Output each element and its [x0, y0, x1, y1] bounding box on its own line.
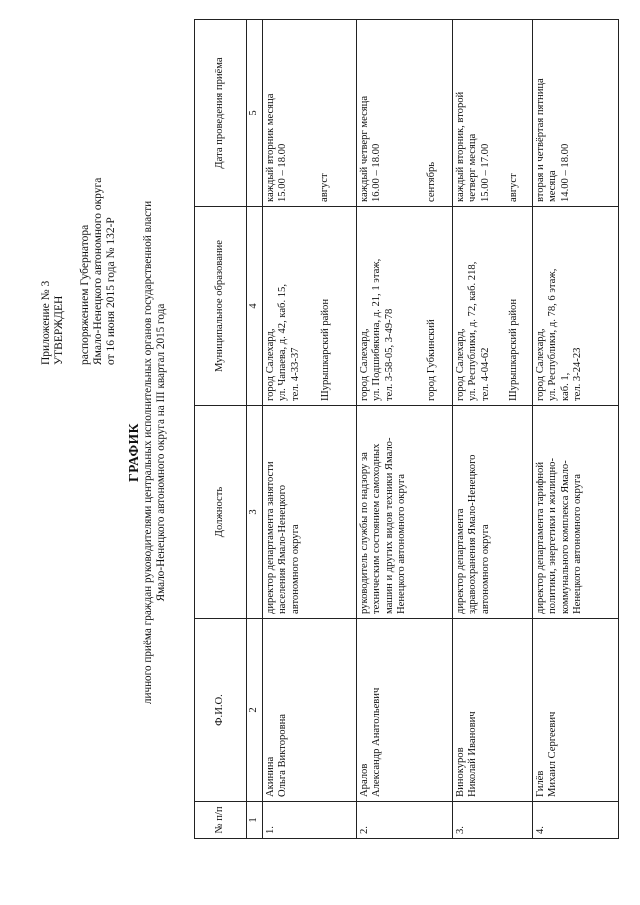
table-row — [356, 20, 452, 839]
municipality-line: тел. 3-24-23 — [572, 347, 583, 401]
name-line: Гилёв — [534, 770, 546, 797]
municipality-district: город Губкинский — [426, 319, 437, 401]
date-line: 16.00 – 18.00 — [371, 143, 382, 202]
row-position — [532, 406, 618, 619]
table-header-row — [195, 20, 247, 839]
date-line: каждый вторник месяца — [264, 93, 276, 202]
header-line: Ямало-Ненецкого автономного округа — [92, 177, 104, 365]
row-num: 4. — [532, 802, 618, 839]
header-line: УТВЕРЖДЕН — [53, 295, 65, 365]
schedule-table — [194, 19, 619, 839]
name-line: Николай Иванович — [467, 711, 478, 797]
row-date — [452, 20, 532, 207]
position-line: политики, энергетики и жилищно- — [547, 458, 558, 614]
date-line: каждый четверг месяца — [358, 95, 370, 202]
date-line: месяца — [547, 170, 558, 202]
position-line: здравоохранения Ямало-Ненецкого — [467, 454, 478, 614]
document-title — [126, 0, 168, 905]
row-municipality — [262, 207, 356, 406]
name-line: Акинина — [264, 756, 276, 797]
municipality-line: ул. Республики, д. 78, 6 этаж, — [547, 268, 558, 401]
row-name — [356, 619, 452, 802]
municipality-line: ул. Подшибякина, д. 21, 1 этаж, — [371, 258, 382, 401]
municipality-district: Шурышкарский район — [320, 298, 331, 401]
municipality-line: город Салехард, — [454, 328, 466, 401]
header-line: распоряжением Губернатора — [79, 224, 91, 365]
row-municipality — [532, 207, 618, 406]
date-line: 15.00 – 18.00 — [277, 143, 288, 202]
date-line: четверг месяца — [467, 133, 478, 202]
municipality-line: ул. Республики, д. 72, каб. 218, — [467, 261, 478, 401]
row-name — [452, 619, 532, 802]
row-municipality — [452, 207, 532, 406]
date-month: август — [508, 173, 519, 202]
municipality-line: город Салехард, — [534, 328, 546, 401]
date-line: 15.00 – 17.00 — [479, 143, 491, 202]
municipality-line: каб. 1, — [559, 372, 571, 401]
position-line: населения Ямало-Ненецкого — [277, 484, 288, 614]
name-line: Аралов — [358, 763, 370, 797]
name-line: Михаил Сергеевич — [547, 711, 558, 797]
row-date — [356, 20, 452, 207]
row-municipality — [356, 207, 452, 406]
position-line: коммунального комплекса Ямало- — [559, 460, 571, 614]
name-line: Винокуров — [454, 747, 466, 797]
header-line — [66, 178, 79, 365]
municipality-line: тел. 3-58-05, 3-49-78 — [383, 308, 395, 401]
position-line: директор департамента занятости — [264, 461, 276, 614]
row-num: 1. — [262, 802, 356, 839]
municipality-line: тел. 4-33-37 — [289, 347, 301, 401]
column-number: 1 — [247, 802, 263, 839]
row-name — [532, 619, 618, 802]
header-line: от 16 июня 2015 года № 132-Р — [105, 217, 117, 365]
column-header-name: Ф.И.О. — [195, 619, 247, 802]
table-row — [262, 20, 356, 839]
municipality-address — [265, 211, 303, 401]
row-position — [452, 406, 532, 619]
date-line: 14.00 – 18.00 — [559, 143, 571, 202]
position-line: директор департамента тарифной — [534, 462, 546, 614]
title-main: ГРАФИК — [126, 423, 141, 482]
date-month: сентябрь — [425, 161, 437, 202]
name-line: Александр Анатольевич — [371, 687, 382, 797]
municipality-line: тел. 4-04-62 — [479, 347, 491, 401]
date-month: август — [318, 173, 330, 202]
municipality-address — [455, 211, 493, 401]
column-number: 3 — [247, 406, 263, 619]
date-line: вторая и четвёртая пятница — [534, 78, 546, 202]
table-row — [532, 20, 618, 839]
column-header-date: Дата проведения приёма — [195, 20, 247, 207]
column-number-row — [247, 20, 263, 839]
position-line: Ненецкого автономного округа — [396, 474, 407, 614]
date-line: каждый вторник, второй — [454, 91, 466, 202]
table-row — [452, 20, 532, 839]
municipality-line: город Салехард, — [264, 328, 276, 401]
column-number: 4 — [247, 207, 263, 406]
municipality-line: город Салехард, — [358, 328, 370, 401]
municipality-address — [359, 211, 397, 401]
approval-header — [40, 178, 118, 365]
column-header-position: Должность — [195, 406, 247, 619]
column-number: 2 — [247, 619, 263, 802]
position-line: техническим состоянием самоходных — [371, 443, 382, 614]
municipality-line: ул. Чапаева, д. 42, каб. 15, — [277, 284, 288, 401]
name-line: Ольга Викторовна — [277, 714, 288, 797]
column-header-municipality: Муниципальное образование — [195, 207, 247, 406]
position-line: директор департамента — [454, 508, 466, 614]
row-num: 3. — [452, 802, 532, 839]
row-position — [356, 406, 452, 619]
municipality-district: Шурышкарский район — [508, 298, 519, 401]
row-num: 2. — [356, 802, 452, 839]
row-name — [262, 619, 356, 802]
row-position — [262, 406, 356, 619]
title-sub-line: Ямало-Ненецкого автономного округа на III квартал 2015 года — [155, 303, 167, 602]
column-number: 5 — [247, 20, 263, 207]
position-line: автономного округа — [479, 524, 491, 614]
row-date — [262, 20, 356, 207]
title-sub-line: личного приёма граждан руководителями центральных исполнительных органов государственной власти — [142, 200, 154, 705]
position-line: руководитель службы по надзору за — [358, 452, 370, 614]
column-header-num: № п/п — [195, 802, 247, 839]
position-line: Ненецкого автономного округа — [572, 474, 583, 614]
position-line: автономного округа — [289, 524, 301, 614]
row-date — [532, 20, 618, 207]
header-line: Приложение № 3 — [40, 280, 52, 365]
position-line: машин и других видов техники Ямало- — [383, 437, 395, 614]
